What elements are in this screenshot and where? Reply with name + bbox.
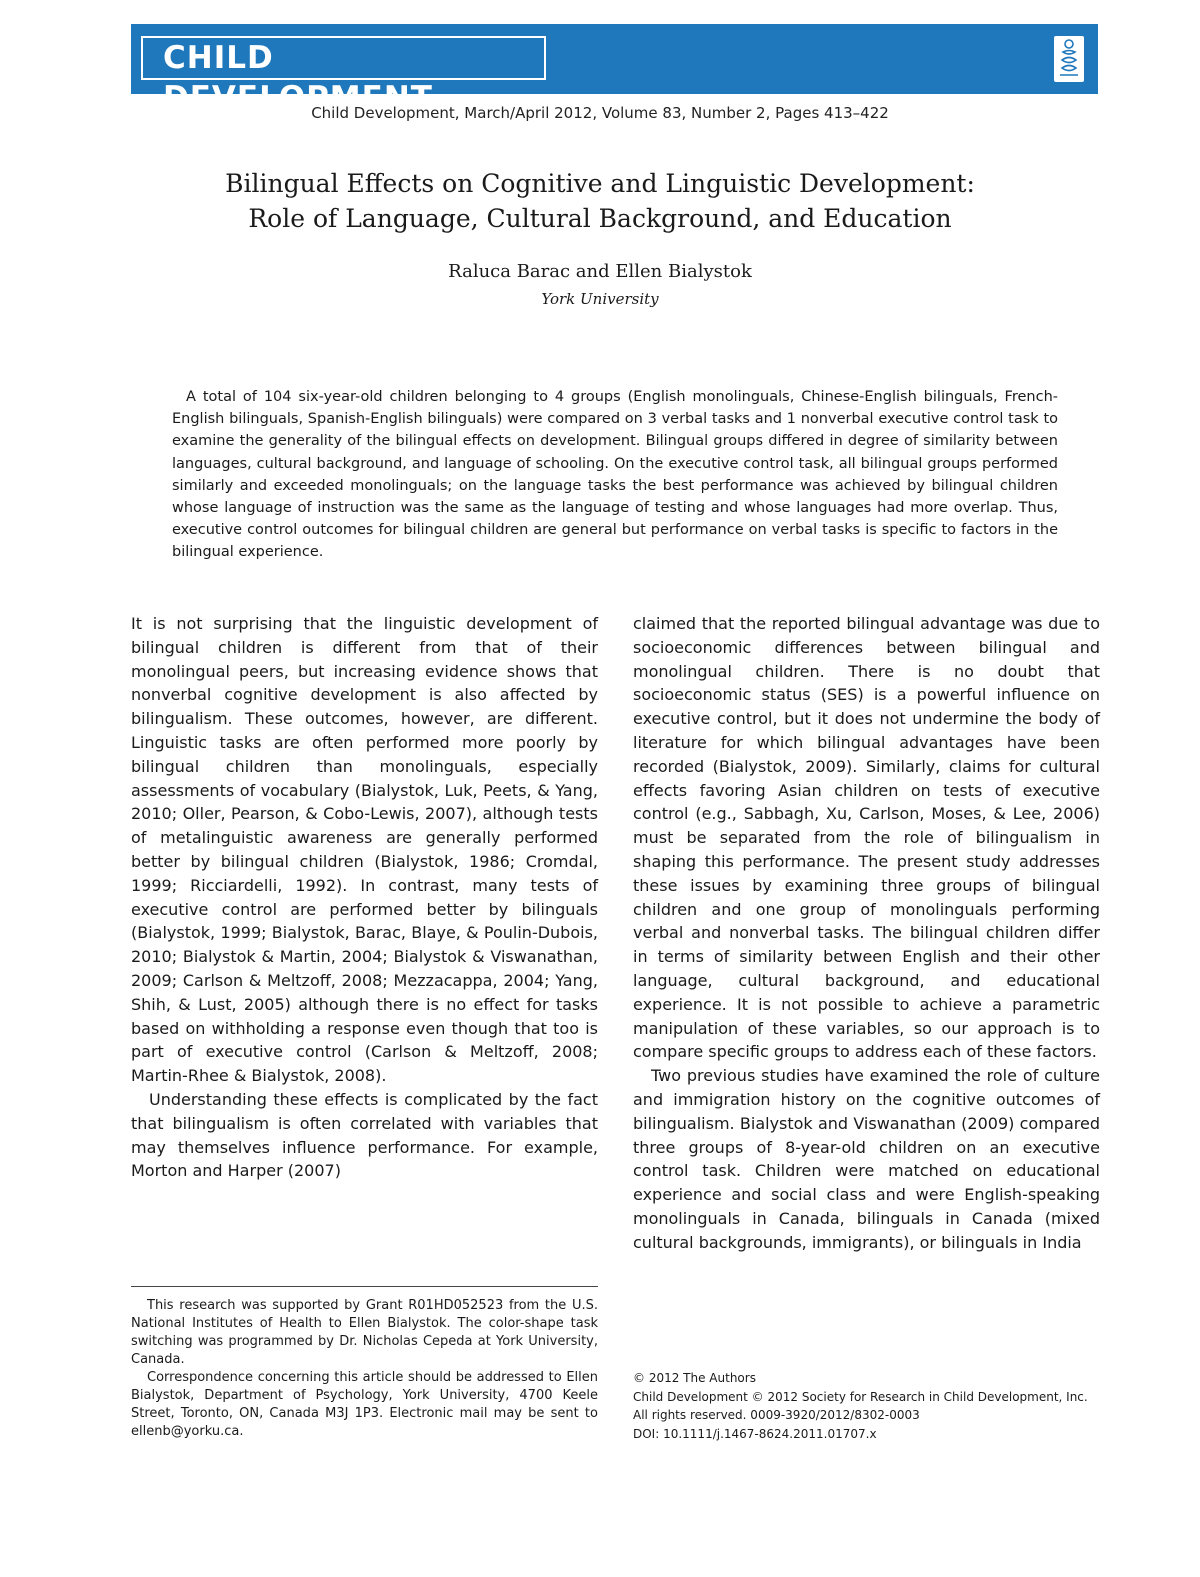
body-column-left [131, 612, 598, 1183]
journal-citation: Child Development, March/April 2012, Volume 83, Number 2, Pages 413–422 [311, 104, 889, 122]
funding-footnote: This research was supported by Grant R01HD052523 from the U.S. National Institutes of Health to Ellen Bialystok. The color-shape task switching was programmed by Dr. Nicholas Cepeda at York University, Canada. [131, 1298, 598, 1367]
footnote-divider [131, 1286, 598, 1287]
article-title-line-1: Bilingual Effects on Cognitive and Linguistic Development: [225, 169, 975, 198]
doi-line: DOI: 10.1111/j.1467-8624.2011.01707.x [633, 1426, 877, 1441]
copyright-line: © 2012 The Authors [633, 1371, 756, 1385]
body-paragraph: It is not surprising that the linguistic development of bilingual children is different from that of their monolingual peers, but increasing evidence shows that nonverbal cognitive development is also affected by bilingualism. These outcomes, however, are different. Linguistic tasks are often performed more poorly by bilingual children than monolinguals, especially assessments of vocabulary (Bialystok, Luk, Peets, & Yang, 2010; Oller, Pearson, & Cobo-Lewis, 2007), although tests of metalinguistic awareness are generally performed better by bilingual children (Bialystok, 1986; Cromdal, 1999; Ricciardelli, 1992). In contrast, many tests of executive control are performed better by bilinguals (Bialystok, 1999; Bialystok, Barac, Blaye, & Poulin-Dubois, 2010; Bialystok & Martin, 2004; Bialystok & Viswanathan, 2009; Carlson & Meltzoff, 2008; Mezzacappa, 2004; Yang, Shih, & Lust, 2005) although there is no effect for tasks based on withholding a response even though that too is part of executive control (Carlson & Meltzoff, 2008; Martin-Rhee & Bialystok, 2008). [131, 614, 598, 1086]
abstract: A total of 104 six-year-old children belonging to 4 groups (English monolinguals, Chinese-English bilinguals, French-English bilinguals, Spanish-English bilinguals) were compared on 3 verbal tasks and 1 nonverbal executive control task to examine the generality of the bilingual effects on development. Bilingual groups differed in degree of similarity between languages, cultural background, and language of schooling. On the executive control task, all bilingual groups performed similarly and exceeded monolinguals; on the language tasks the best performance was achieved by bilingual children whose language of instruction was the same as the language of testing and whose languages had more overlap. Thus, executive control outcomes for bilingual children are general but performance on verbal tasks is specific to factors in the bilingual experience. [172, 389, 1058, 561]
author-list: Raluca Barac and Ellen Bialystok [448, 261, 752, 282]
footnotes [131, 1297, 598, 1441]
article-title-line-2: Role of Language, Cultural Background, and Education [248, 204, 952, 233]
author-affiliation: York University [541, 290, 659, 308]
body-paragraph: Two previous studies have examined the role of culture and immigration history on the cognitive outcomes of bilingualism. Bialystok and Viswanathan (2009) compared three groups of 8-year-old children on an executive control task. Children were matched on educational experience and social class and were English-speaking monolinguals in Canada, bilinguals in Canada (mixed cultural backgrounds, immigrants), or bilinguals in India [633, 1066, 1100, 1252]
copyright-line: Child Development © 2012 Society for Research in Child Development, Inc. [633, 1389, 1088, 1404]
article-title [0, 166, 1200, 236]
copyright-line: All rights reserved. 0009-3920/2012/8302-0003 [633, 1408, 920, 1422]
body-paragraph: claimed that the reported bilingual advantage was due to socioeconomic differences between bilingual and monolingual children. There is no doubt that socioeconomic status (SES) is a powerful influence on executive control, but it does not undermine the body of literature for which bilingual advantages have been recorded (Bialystok, 2009). Similarly, claims for cultural effects favoring Asian children on tests of executive control (e.g., Sabbagh, Xu, Carlson, Moses, & Lee, 2006) must be separated from the role of bilingualism in shaping this performance. The present study addresses these issues by examining three groups of bilingual children and one group of monolinguals performing verbal and nonverbal tasks. The bilingual children differ in terms of similarity between English and their other language, cultural background, and educational experience. It is not possible to achieve a parametric manipulation of these variables, so our approach is to compare specific groups to address each of these factors. [633, 614, 1100, 1062]
body-paragraph: Understanding these effects is complicated by the fact that bilingualism is often correlated with variables that may themselves influence performance. For example, Morton and Harper (2007) [131, 1089, 598, 1181]
srcd-logo-icon [1054, 36, 1084, 82]
journal-title: CHILD DEVELOPMENT [141, 36, 546, 80]
correspondence-footnote: Correspondence concerning this article should be addressed to Ellen Bialystok, Department of Psychology, York University, 4700 Keele Street, Toronto, ON, Canada M3J 1P3. Electronic mail may be sent to ellenb@yorku.ca. [131, 1370, 598, 1439]
copyright-block [633, 1369, 1100, 1443]
body-column-right [633, 612, 1100, 1255]
